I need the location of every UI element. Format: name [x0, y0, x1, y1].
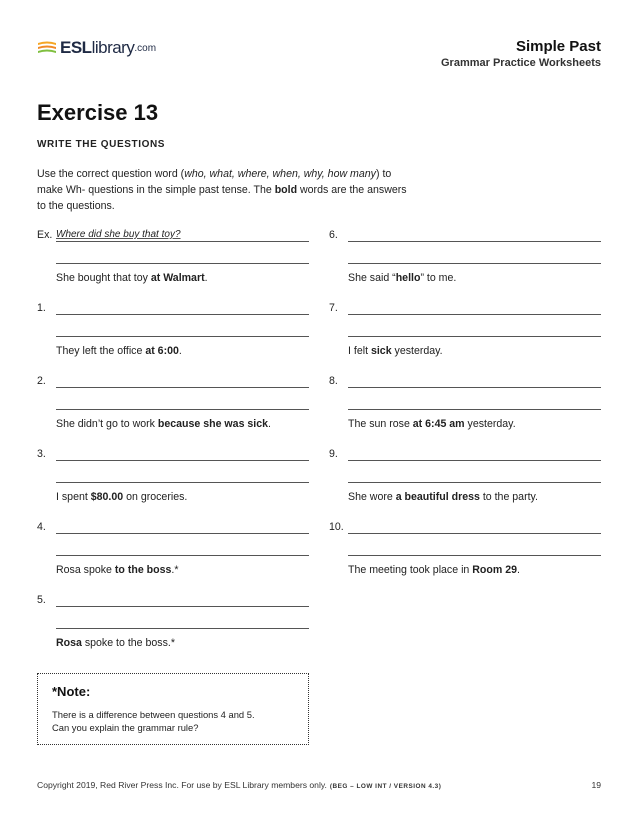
question-number: 8.	[329, 375, 338, 387]
write-line[interactable]	[348, 336, 601, 337]
question-number: 5.	[37, 594, 46, 606]
logo-library-text: library	[91, 38, 135, 57]
question-item-10	[329, 520, 601, 580]
write-line[interactable]	[348, 263, 601, 264]
instructions-bold-word: bold	[274, 184, 298, 196]
write-line[interactable]	[348, 482, 601, 483]
question-words: who, what, where, when, why, how many	[184, 168, 376, 180]
exercise-title: Exercise 13	[37, 100, 159, 125]
question-number: 1.	[37, 302, 46, 314]
question-item-2	[37, 374, 309, 434]
answer-sentence: I felt sick yesterday.	[348, 345, 443, 357]
question-item-5	[37, 593, 309, 653]
question-number: 3.	[37, 448, 46, 460]
write-line[interactable]	[56, 409, 309, 410]
instructions	[37, 166, 407, 214]
level-version-text: (BEG – LOW INT / VERSION 4.3)	[329, 783, 442, 790]
write-line[interactable]	[56, 460, 309, 461]
write-line[interactable]	[56, 555, 309, 556]
note-line-2: Can you explain the grammar rule?	[52, 722, 199, 733]
example-item	[37, 228, 309, 288]
question-item-7	[329, 301, 601, 361]
write-line[interactable]	[348, 314, 601, 315]
answer-sentence: The sun rose at 6:45 am yesterday.	[348, 418, 516, 430]
write-line[interactable]	[56, 628, 309, 629]
instructions-part-2: ) to make Wh- questions in the simple past tense. The	[37, 168, 392, 196]
write-line[interactable]	[56, 314, 309, 315]
question-number: 10.	[329, 521, 344, 533]
write-line[interactable]	[56, 533, 309, 534]
question-number: 6.	[329, 229, 338, 241]
header-title: Simple Past	[515, 38, 601, 55]
note-line-1: There is a difference between questions 4 and 5.	[52, 709, 255, 720]
question-number: 4.	[37, 521, 46, 533]
write-line[interactable]	[348, 460, 601, 461]
logo-com-text: .com	[134, 42, 157, 54]
example-question: Where did she buy that toy?	[56, 229, 181, 240]
answer-sentence: The meeting took place in Room 29.	[348, 564, 520, 576]
instructions-part-1: Use the correct question word (	[37, 168, 185, 180]
note-title: *Note:	[52, 684, 91, 699]
book-stack-icon	[37, 40, 57, 56]
answer-sentence: Rosa spoke to the boss.*	[56, 637, 175, 649]
write-line[interactable]	[348, 387, 601, 388]
answer-sentence: Rosa spoke to the boss.*	[56, 564, 179, 576]
example-answer: She bought that toy at Walmart.	[56, 272, 208, 284]
answer-sentence: They left the office at 6:00.	[56, 345, 182, 357]
question-item-8	[329, 374, 601, 434]
write-line[interactable]	[348, 555, 601, 556]
question-item-9	[329, 447, 601, 507]
question-number: 9.	[329, 448, 338, 460]
note-text	[52, 708, 255, 734]
write-line[interactable]	[348, 409, 601, 410]
question-item-1	[37, 301, 309, 361]
page-number: 19	[591, 780, 601, 790]
copyright-text: Copyright 2019, Red River Press Inc. For use by ESL Library members only.	[37, 780, 327, 790]
write-line[interactable]	[56, 336, 309, 337]
note-box	[37, 673, 309, 745]
question-number: 7.	[329, 302, 338, 314]
write-line[interactable]	[56, 606, 309, 607]
logo-esl-text: ESL	[60, 38, 92, 57]
question-item-3	[37, 447, 309, 507]
write-line[interactable]	[56, 387, 309, 388]
answer-sentence: She said “hello” to me.	[348, 272, 457, 284]
header-subtitle: Grammar Practice Worksheets	[441, 57, 601, 69]
instructions-part-3: words are the answers to the questions.	[37, 184, 407, 212]
footer-copyright	[37, 780, 441, 790]
question-number: 2.	[37, 375, 46, 387]
question-item-6	[329, 228, 601, 288]
answer-sentence: She didn’t go to work because she was sick.	[56, 418, 271, 430]
answer-sentence: She wore a beautiful dress to the party.	[348, 491, 538, 503]
answer-line	[56, 263, 309, 264]
example-label: Ex.	[37, 229, 53, 241]
answer-sentence: I spent $80.00 on groceries.	[56, 491, 188, 503]
esl-library-logo	[37, 38, 156, 58]
write-line[interactable]	[348, 533, 601, 534]
write-line[interactable]	[56, 482, 309, 483]
write-line[interactable]	[348, 241, 601, 242]
section-heading: WRITE THE QUESTIONS	[37, 139, 166, 150]
question-item-4	[37, 520, 309, 580]
answer-line	[56, 241, 309, 242]
